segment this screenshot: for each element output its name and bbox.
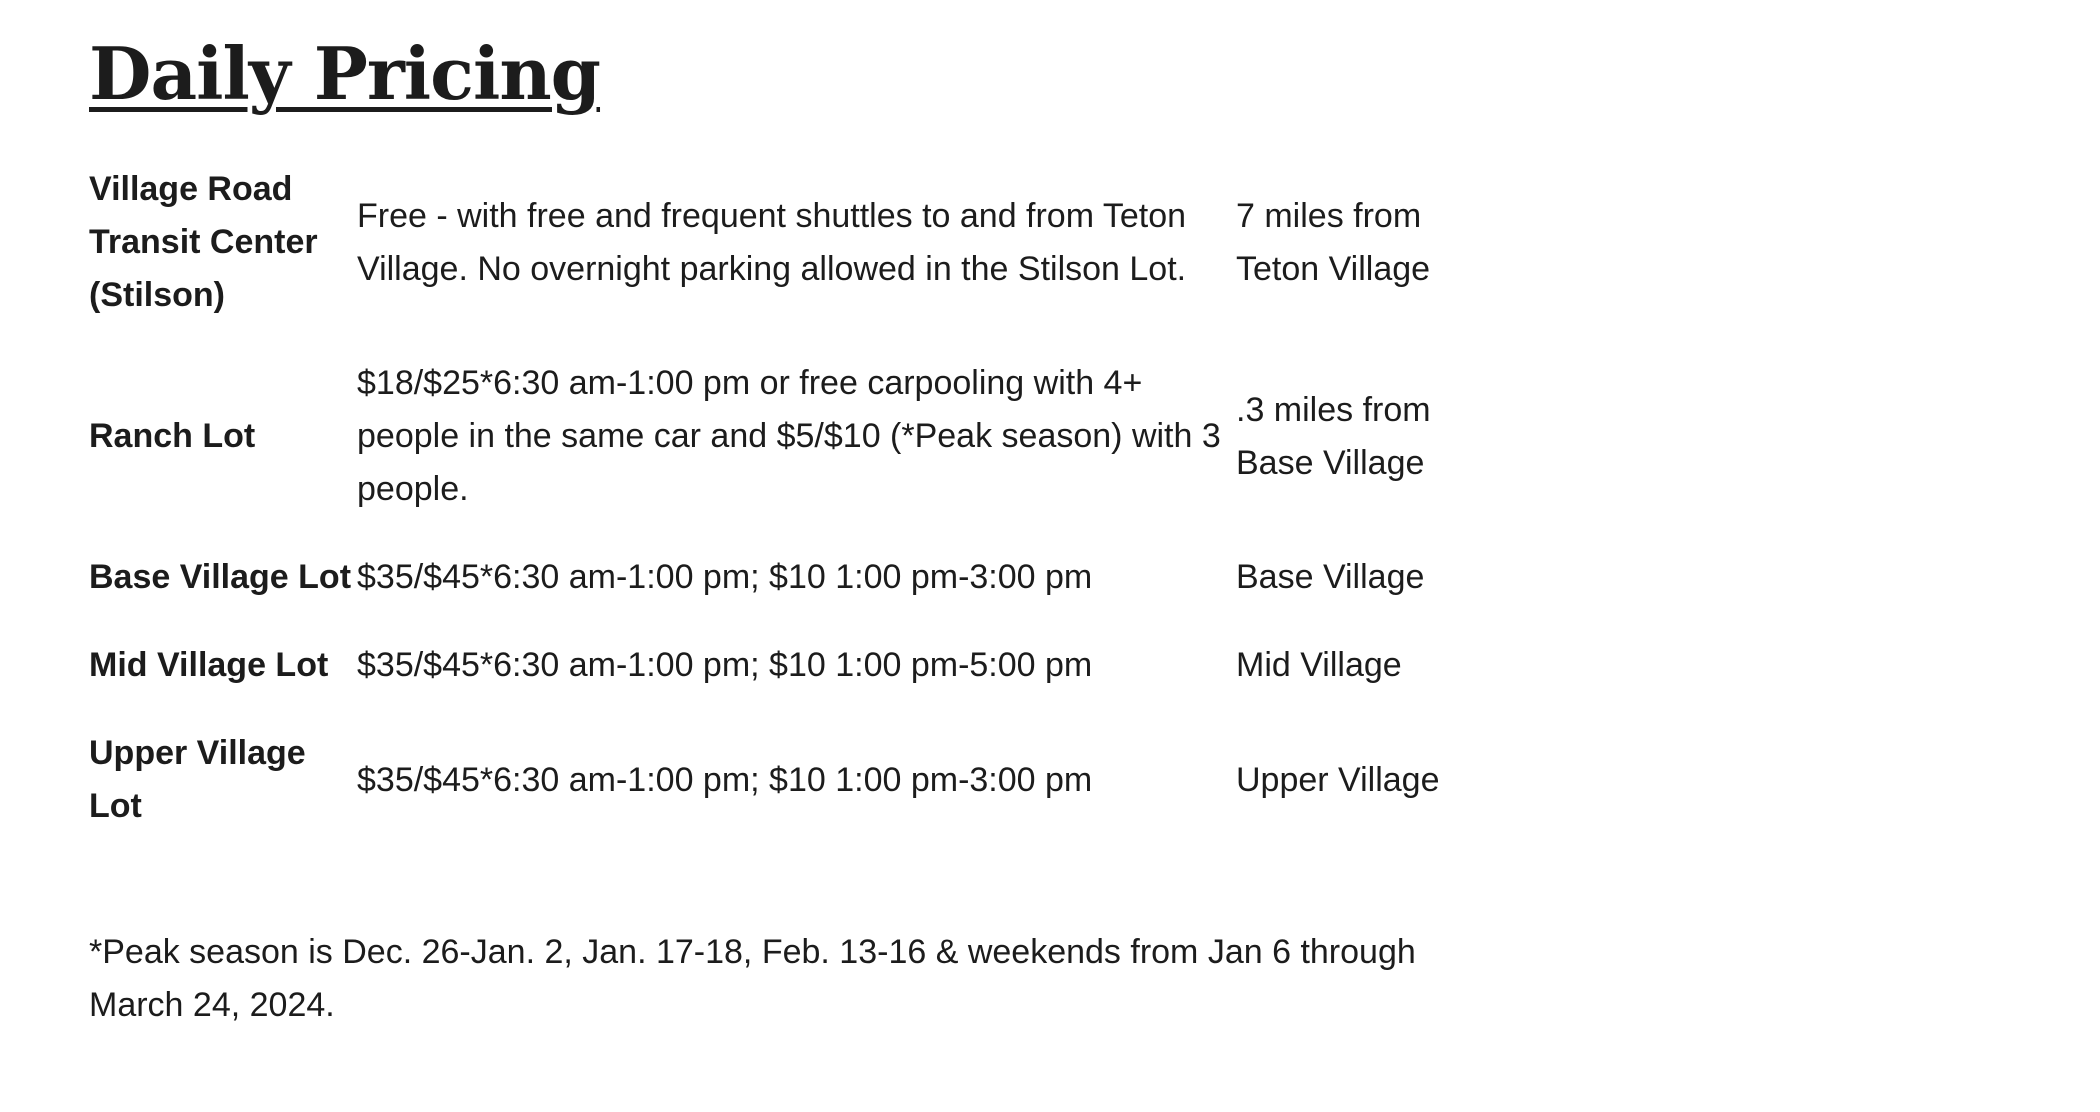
lot-price: $35/$45*6:30 am-1:00 pm; $10 1:00 pm-3:00 pm — [357, 760, 1093, 799]
lot-distance: .3 miles from Base Village — [1236, 390, 1431, 482]
lot-price: $35/$45*6:30 am-1:00 pm; $10 1:00 pm-3:00 pm — [357, 558, 1093, 596]
pricing-table — [89, 163, 1466, 868]
lot-distance: Mid Village — [1236, 646, 1402, 684]
lot-name: Village Road Transit Center (Stilson) — [89, 170, 318, 314]
peak-season-footnote: *Peak season is Dec. 26-Jan. 2, Jan. 17-18, Feb. 13-16 & weekends from Jan 6 through March 24, 2024. — [89, 933, 1416, 1024]
lot-price: Free - with free and frequent shuttles to and from Teton Village. No overnight parking allowed in the Stilson Lot. — [357, 196, 1187, 288]
lot-distance: 7 miles from Teton Village — [1236, 196, 1431, 288]
lot-price: $35/$45*6:30 am-1:00 pm; $10 1:00 pm-5:00 pm — [357, 646, 1093, 684]
lot-name: Upper Village Lot — [89, 734, 306, 825]
lot-price: $18/$25*6:30 am-1:00 pm or free carpooling with 4+ people in the same car and $5/$10 (*Peak season) with 3 people. — [357, 364, 1221, 508]
lot-distance: Base Village — [1236, 558, 1425, 596]
table-row — [89, 727, 1466, 868]
page-title: Daily Pricing — [89, 31, 601, 116]
table-row — [89, 357, 1466, 551]
lot-name: Mid Village Lot — [89, 646, 329, 684]
table-row — [89, 551, 1466, 639]
table-row — [89, 639, 1466, 727]
lot-name: Ranch Lot — [89, 417, 256, 455]
table-row — [89, 163, 1466, 357]
lot-distance: Upper Village — [1236, 760, 1440, 799]
lot-name: Base Village Lot — [89, 558, 352, 596]
